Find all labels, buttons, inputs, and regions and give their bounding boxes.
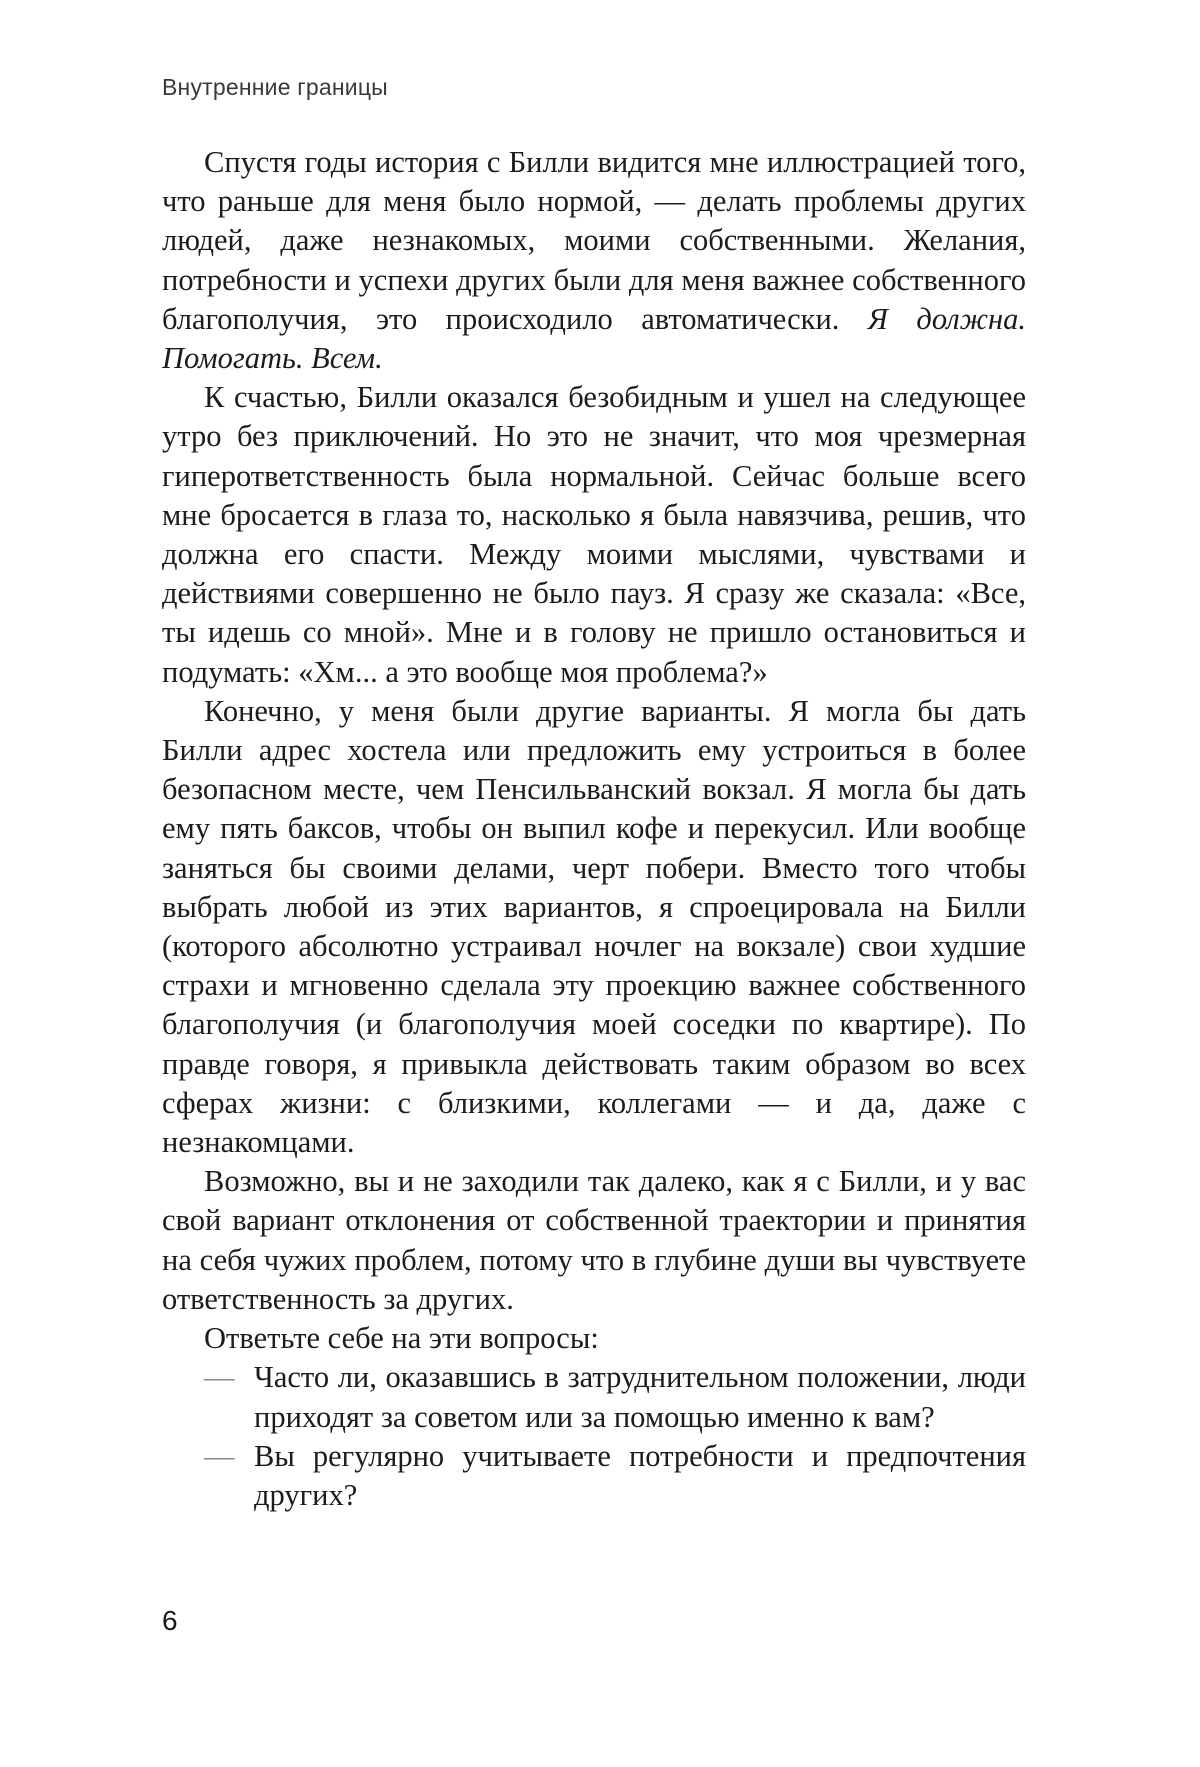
page-number: 6 (162, 1605, 178, 1636)
paragraph-1-italic: Я должна. Помогать. Всем. (162, 301, 1027, 376)
paragraph-1 (162, 143, 1026, 378)
paragraph-2: К счастью, Билли оказался безобидным и ушел на следующее утро без приключений. Но это не значит, что моя чрезмерная гиперответственность была нормальной. Сейчас больше всего мне бросается в глаза то, насколько я была навязчива, решив, что должна его спасти. Между моими мыслями, чувствами и действиями совершенно не было пауз. Я сразу же сказала: «Все, ты идешь со мной». Мне и в голову не пришло остановиться и подумать: «Хм... а это вообще моя проблема?» (162, 380, 1026, 689)
paragraph-5: Ответьте себе на эти вопросы: (204, 1321, 599, 1356)
list-item (162, 1358, 1026, 1436)
paragraph-3: Конечно, у меня были другие варианты. Я могла бы дать Билли адрес хостела или предложить ему устроиться в более безопасном месте, чем Пенсильванский вокзал. Я могла бы дать ему пять баксов, чтобы он выпил кофе и перекусил. Или вообще заняться бы своими делами, черт побери. Вместо того чтобы выбрать любой из этих вариантов, я спроецировала на Билли (которого абсолютно устраивал ночлег на вокзале) свои худшие страхи и мгновенно сделала эту проекцию важнее собственного благополучия (и благополучия моей соседки по квартире). По правде говоря, я привыкла действовать таким образом во всех сферах жизни: с близкими, коллегами — и да, даже с незнакомцами. (162, 693, 1026, 1160)
list-item-text: Часто ли, оказавшись в затруднительном положении, люди приходят за советом или за помощью именно к вам? (254, 1360, 1026, 1434)
dash-bullet: — (204, 1438, 235, 1473)
list-item-text: Вы регулярно учитываете потребности и предпочтения других? (254, 1438, 1026, 1512)
running-header: Внутренние границы (162, 74, 388, 100)
question-list (162, 1358, 1026, 1515)
paragraph-4: Возможно, вы и не заходили так далеко, как я с Билли, и у вас свой вариант отклонения от собственной траектории и принятия на себя чужих проблем, потому что в глубине души вы чувствуете ответственность за других. (162, 1164, 1026, 1316)
page-body (162, 143, 1026, 1515)
paragraph-1-text: Спустя годы история с Билли видится мне иллюстрацией того, что раньше для меня было нормой, — делать проблемы других людей, даже незнакомых, моими собственными. Желания, потребности и успехи других были для меня важнее собственного благополучия, это происходило автоматически. (162, 145, 1026, 336)
list-item (162, 1437, 1026, 1515)
dash-bullet: — (204, 1360, 235, 1395)
